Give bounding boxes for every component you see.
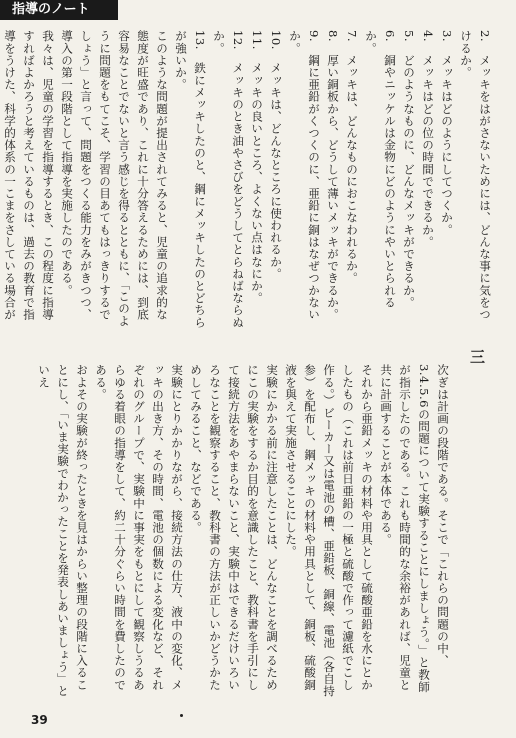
page-number: 39 bbox=[31, 713, 48, 727]
list-item: 12. メッキのとき油やさびをどうしてとらねばならぬか。 bbox=[212, 30, 245, 329]
list-item: 5. どのようなものに、どんなメッキができるか。 bbox=[402, 30, 416, 309]
list-item: 6. 銅やニッケルは金物にどのようにやいとられるか。 bbox=[364, 30, 397, 309]
body-paragraph: 実験にとりかかりながら、接続方法の仕方、液中の変化、メッキの出き方、その時間、電池の個数による変化など、それぞれのグループで、実験中に事実をもとにして観察しうるあらゆる着眼の指導をして、約二十分ぐらい時間を費したのである。 bbox=[94, 364, 184, 691]
body-paragraph: このような問題が提出されてみると、児童の追求的な態度が旺盛であり、これに十分答えるためには、到底容易なことでないと言う感じを得るとともに、「このように問題をもてこそ、学習の目あてもはっきりするでしょう」と言って、問題をつくる能力をみがきつつ、導入の第一段階として指導を実施したのである。 bbox=[60, 30, 169, 327]
section-marker: 三 bbox=[470, 348, 486, 366]
list-item: 4. メッキはどの位の時間でできるか。 bbox=[421, 30, 435, 248]
print-dot bbox=[180, 714, 183, 717]
body-paragraph: それから亜鉛メッキの材料や用具として硫酸亜鉛を水にとかしたもの（これは前日亜鉛の一極と硫酸で作って濾紙でこし作る。）ビーカー又は電池の槽、亜鉛板、銅線、電池（各自持参）を配布し、鋼メッキの材料や用具として、銅板、硫酸銅液を與えて実施させることにした。 bbox=[284, 364, 374, 697]
list-item: 13. 鉄にメッキしたのと、鋼にメッキしたのとどちらが強いか。 bbox=[174, 30, 207, 329]
body-paragraph: 実験にかかる前に注意したことは、どんなことを調べるためにこの実験をするか目的を意識したこと、教科書を手引にして接続方法をあやまらないこと、実験中はできるだけいろいろなことを観察すること、教科書の方法が正しいかどうかためしてみること、などである。 bbox=[189, 364, 279, 691]
list-item: 2. メッキをはがさないためには、どんな事に気をつけるか。 bbox=[459, 30, 492, 321]
running-header: 指導のノート bbox=[0, 0, 118, 20]
list-item: 3. メッキはどのようにしてつくか。 bbox=[440, 30, 454, 236]
list-item: 8. 厚い銅板から、どうして薄いメッキができるか。 bbox=[326, 30, 340, 321]
body-paragraph: およその実験が終ったときを見はからい整理の段階に入ることにし、「いま実験でわかったことを発表しあいましょう」といえ bbox=[37, 364, 89, 697]
list-item: 9. 鋼に亜鉛がくつくのに、亜鉛に銅はなぜつかないか。 bbox=[288, 30, 321, 321]
body-paragraph: 次ぎは計画の段階である。そこで「これらの問題の中、3.4.5.6の問題について実験することにしましょう。」と教師が指示したのである。これも時間的な余裕があれば、児童と共に計画することが本体である。 bbox=[379, 364, 450, 693]
lower-text-block bbox=[32, 364, 452, 702]
body-paragraph: 我々は、児童の学習を指導するとき、この程度に指導すればよかろうと考えているものは、過去の教育で指導をうけた、科学的体系の一こまをさしている場合が bbox=[3, 30, 55, 321]
upper-text-block bbox=[3, 30, 494, 330]
list-item: 11. メッキの良いところ、よくない点はなにか。 bbox=[250, 30, 264, 305]
list-item: 10. メッキは、どんなところに使われるか。 bbox=[269, 30, 283, 280]
list-item: 7. メッキは、どんなものにおこなわれるか。 bbox=[345, 30, 359, 285]
